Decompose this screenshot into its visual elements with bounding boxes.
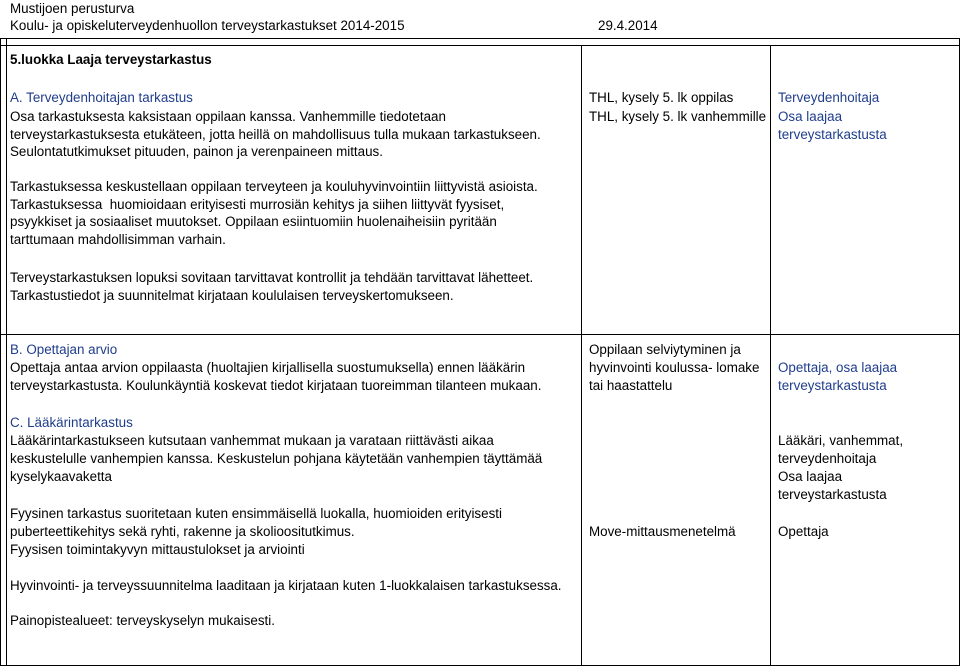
section-title: 5.luokka Laaja terveystarkastus [10, 52, 212, 67]
table-border-top [0, 38, 960, 39]
section-c-text-line: keskustelulle vanhempien kanssa. Keskustelun pohjana käytetään vanhempien täyttämää [10, 451, 543, 466]
section-a-who: Osa laajaa [778, 109, 843, 124]
org-name: Mustijoen perusturva [10, 1, 135, 16]
section-a-who: terveystarkastusta [778, 127, 887, 142]
table-border-top-inner [0, 45, 960, 46]
physical-text-line: puberteettikehitys sekä ryhti, rakenne ja skolioositutkimus. [10, 524, 355, 539]
table-border-left [0, 38, 1, 666]
section-a-paragraph-line: psyykkiset ja sosiaaliset muutokset. Oppilaan esiintuomiin huolenaiheisiin pyritään [10, 214, 497, 229]
section-c-text-line: kyselykaavaketta [10, 469, 112, 484]
section-a-heading: A. Terveydenhoitajan tarkastus [10, 90, 193, 105]
section-a-text-line: terveystarkastuksesta etukäteen, jotta heillä on mahdollisuus tulla mukaan tarkastukseen. [10, 127, 541, 142]
section-a-method: THL, kysely 5. lk vanhemmille [589, 109, 767, 124]
section-a-closing-line: Tarkastustiedot ja suunnitelmat kirjataan koululaisen terveyskertomukseen. [10, 288, 454, 303]
section-c-who: terveydenhoitaja [778, 451, 877, 466]
physical-who: Opettaja [778, 524, 829, 539]
section-b-who: Opettaja, osa laajaa [778, 360, 898, 375]
section-a-paragraph-line: tarttumaan mahdollisimman varhain. [10, 232, 226, 247]
column-divider-methods [581, 45, 582, 666]
section-b-text-line: Opettaja antaa arvion oppilaasta (huoltajien kirjallisella suostumuksella) ennen lääkärin [10, 360, 526, 375]
page-header [0, 0, 960, 38]
section-c-heading: C. Lääkärintarkastus [10, 415, 133, 430]
section-a-who: Terveydenhoitaja [778, 90, 880, 105]
table-border-left-inner [6, 38, 7, 666]
section-a-paragraph-line: Tarkastuksessa huomioidaan erityisesti murrosiän kehitys ja siihen liittyvät fyysiset, [10, 197, 505, 212]
section-a-paragraph-line: Tarkastuksessa keskustellaan oppilaan terveyteen ja kouluhyvinvointiin liittyvistä asioista. [10, 179, 538, 194]
section-a-text-line: Seulontatutkimukset pituuden, painon ja verenpaineen mittaus. [10, 144, 383, 159]
section-b-text-line: terveystarkastusta. Koulunkäyntiä koskevat tiedot kirjataan tuoreimman tilanteen mukaan. [10, 378, 542, 393]
section-c-who: Osa laajaa [778, 469, 843, 484]
column-divider-who [770, 45, 771, 666]
section-b-heading: B. Opettajan arvio [10, 342, 118, 357]
section-b-who: terveystarkastusta [778, 378, 887, 393]
section-a-method: THL, kysely 5. lk oppilas [589, 90, 734, 105]
row-divider [0, 334, 960, 335]
inspection-table [0, 38, 960, 666]
physical-text-line: Fyysinen tarkastus suoritetaan kuten ensimmäisellä luokalla, huomioiden erityisesti [10, 506, 502, 521]
section-a-closing-line: Terveystarkastuksen lopuksi sovitaan tarvittavat kontrollit ja tehdään tarvittavat lähetteet. [10, 270, 534, 285]
section-b-method: tai haastattelu [589, 378, 673, 393]
document-date: 29.4.2014 [598, 18, 658, 33]
section-b-method: Oppilaan selviytyminen ja [589, 342, 741, 357]
section-c-text-line: Lääkärintarkastukseen kutsutaan vanhemmat mukaan ja varataan riittävästi aikaa [10, 433, 494, 448]
section-b-method: hyvinvointi koulussa- lomake [589, 360, 760, 375]
document-subtitle: Koulu- ja opiskeluterveydenhuollon terveystarkastukset 2014-2015 [10, 18, 405, 33]
physical-method: Move-mittausmenetelmä [589, 524, 736, 539]
physical-text-line: Fyysisen toimintakyvyn mittaustulokset ja arviointi [10, 542, 305, 557]
section-c-who: Lääkäri, vanhemmat, [778, 433, 904, 448]
wellbeing-plan-text: Hyvinvointi- ja terveyssuunnitelma laaditaan ja kirjataan kuten 1-luokkalaisen tarkastuksessa. [10, 578, 562, 593]
section-a-text-line: Osa tarkastuksesta kaksistaan oppilaan kanssa. Vanhemmille tiedotetaan [10, 109, 446, 124]
section-c-who: terveystarkastusta [778, 487, 887, 502]
focus-areas-text: Painopistealueet: terveyskyselyn mukaisesti. [10, 613, 275, 628]
